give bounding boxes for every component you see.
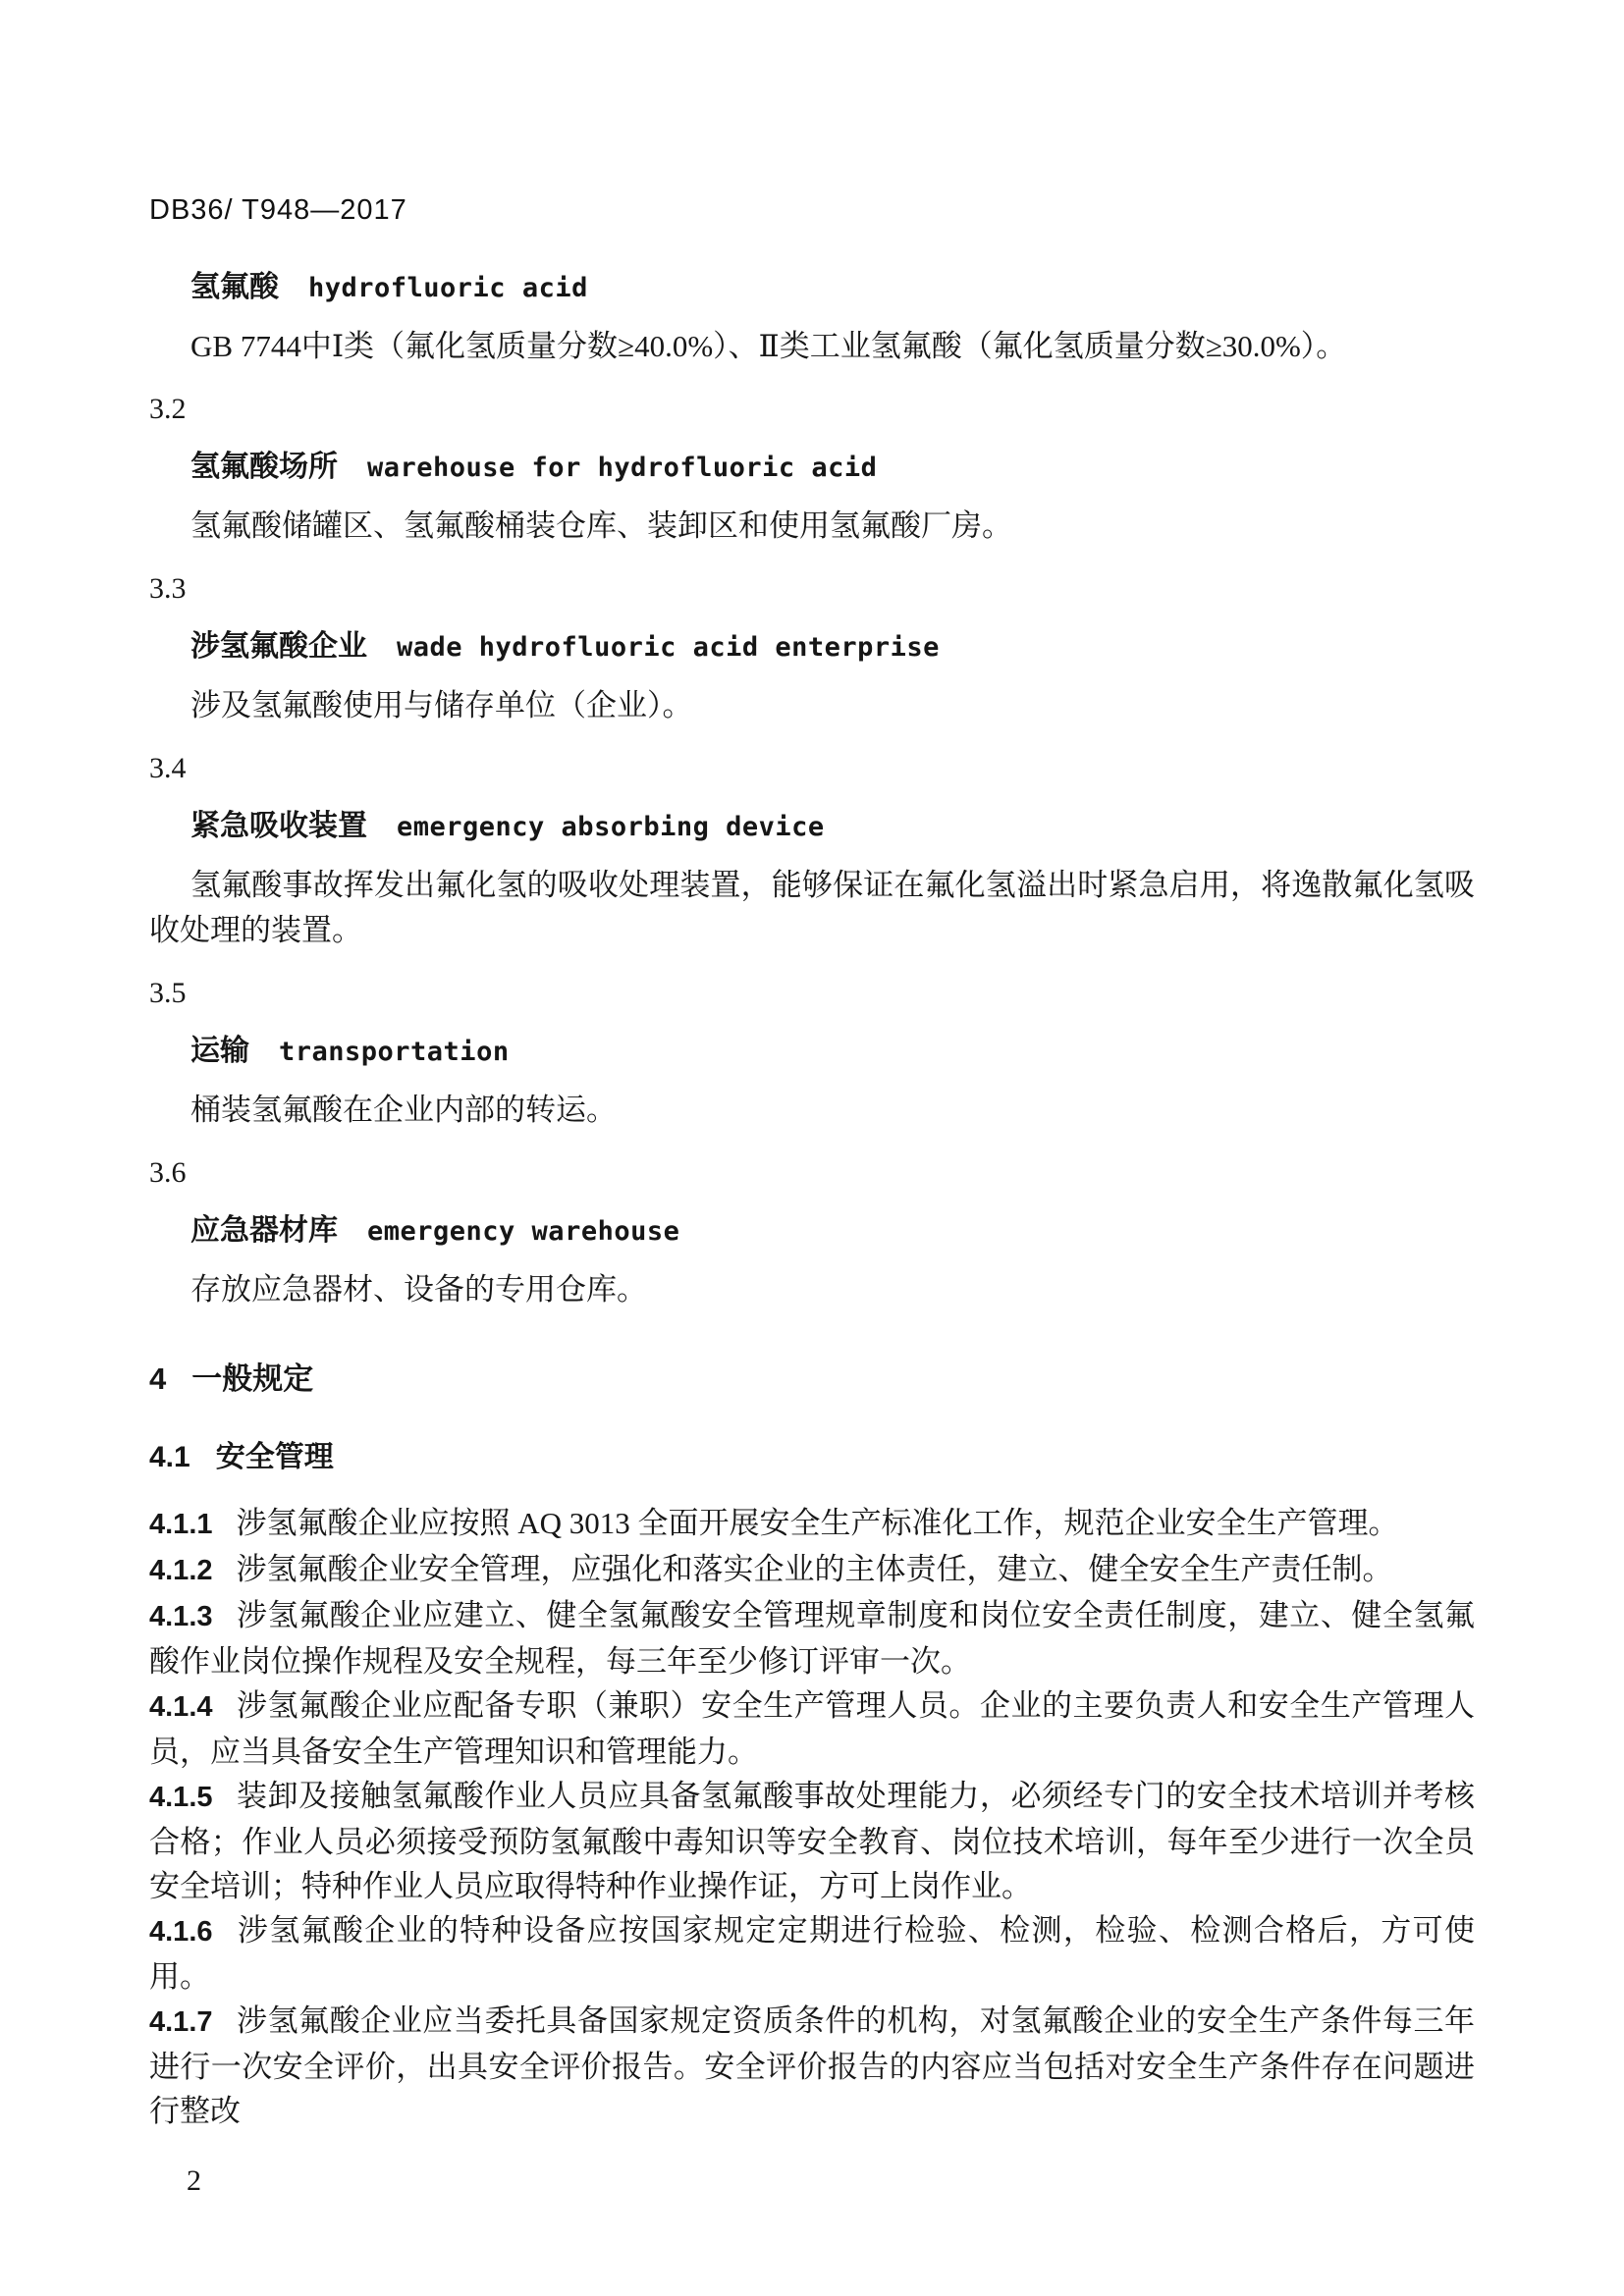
paragraph: 存放应急器材、设备的专用仓库。: [190, 1272, 647, 1307]
clause-text: 装卸及接触氢氟酸作业人员应具备氢氟酸事故处理能力，必须经专门的安全技术培训并考核合格；作业人员必须接受预防氢氟酸中毒知识等安全教育、岗位技术培训，每年至少进行一次全员安全培训；特种作业人员应取得特种作业操作证，方可上岗作业。: [149, 1779, 1475, 1903]
clause-number: 4.1.5: [149, 1782, 213, 1813]
section-number: 3.4: [149, 752, 187, 784]
clause: [149, 1501, 1475, 1547]
term-zh: 运输: [190, 1035, 249, 1067]
clause-text: 涉氢氟酸企业的特种设备应按国家规定定期进行检验、检测，检验、检测合格后，方可使用。: [149, 1913, 1475, 1994]
term-heading: [149, 805, 1475, 849]
paragraph: 氢氟酸事故挥发出氟化氢的吸收处理装置，能够保证在氟化氢溢出时紧急启用，将逸散氟化氢吸收处理的装置。: [149, 868, 1475, 947]
section-number: 3.2: [149, 393, 187, 425]
term-zh: 紧急吸收装置: [190, 810, 367, 842]
term-heading: [149, 1030, 1475, 1074]
clause-number: 4.1.6: [149, 1916, 213, 1948]
term-zh: 氢氟酸场所: [190, 451, 338, 483]
subsection-heading: [149, 1436, 1475, 1479]
clause-number: 4.1.7: [149, 2006, 213, 2038]
doc-code: DB36/ T948—2017: [149, 194, 407, 226]
subsection-title: 安全管理: [215, 1441, 334, 1473]
term-en: hydrofluoric acid: [308, 273, 588, 303]
chapter-number: 4: [149, 1362, 167, 1396]
section-number: 3.6: [149, 1156, 187, 1189]
term-heading: [149, 266, 1475, 310]
clause: [149, 1999, 1475, 2133]
term-heading: [149, 625, 1475, 669]
chapter-title: 一般规定: [191, 1362, 314, 1396]
paragraph: 氢氟酸储罐区、氢氟酸桶装仓库、装卸区和使用氢氟酸厂房。: [190, 508, 1012, 543]
subsection-number: 4.1: [149, 1441, 190, 1473]
clause-text: 涉氢氟酸企业安全管理，应强化和落实企业的主体责任，建立、健全安全生产责任制。: [236, 1552, 1393, 1586]
clause-text: 涉氢氟酸企业应配备专职（兼职）安全生产管理人员。企业的主要负责人和安全生产管理人员，应当具备安全生产管理知识和管理能力。: [149, 1688, 1475, 1769]
chapter-heading: [149, 1358, 1475, 1401]
clause-number: 4.1.2: [149, 1555, 213, 1586]
term-heading: [149, 1209, 1475, 1254]
paragraph: GB 7744中Ⅰ类（氟化氢质量分数≥40.0%）、Ⅱ类工业氢氟酸（氟化氢质量分数≥30.0%）。: [190, 329, 1347, 363]
page-number: 2: [187, 2164, 201, 2197]
clause-number: 4.1.1: [149, 1509, 213, 1540]
clause-number: 4.1.3: [149, 1601, 213, 1632]
clause: [149, 1547, 1475, 1593]
term-en: warehouse for hydrofluoric acid: [367, 453, 878, 483]
clause-text: 涉氢氟酸企业应当委托具备国家规定资质条件的机构，对氢氟酸企业的安全生产条件每三年进行一次安全评价，出具安全评价报告。安全评价报告的内容应当包括对安全生产条件存在问题进行整改: [149, 2003, 1475, 2128]
term-zh: 涉氢氟酸企业: [190, 630, 367, 663]
paragraph: 涉及氢氟酸使用与储存单位（企业）。: [190, 688, 693, 722]
clause: [149, 1683, 1475, 1774]
section-number: 3.5: [149, 977, 187, 1009]
clause: [149, 1774, 1475, 1908]
term-en: wade hydrofluoric acid enterprise: [397, 632, 940, 663]
clause: [149, 1593, 1475, 1683]
clause-text: 涉氢氟酸企业应按照 AQ 3013 全面开展安全生产标准化工作，规范企业安全生产管理。: [236, 1506, 1399, 1540]
term-zh: 应急器材库: [190, 1214, 338, 1247]
term-en: emergency warehouse: [367, 1216, 680, 1247]
paragraph: 桶装氢氟酸在企业内部的转运。: [190, 1093, 617, 1127]
clause: [149, 1908, 1475, 1999]
term-zh: 氢氟酸: [190, 271, 279, 303]
section-number: 3.3: [149, 572, 187, 605]
clause-text: 涉氢氟酸企业应建立、健全氢氟酸安全管理规章制度和岗位安全责任制度，建立、健全氢氟酸作业岗位操作规程及安全规程，每三年至少修订评审一次。: [149, 1598, 1475, 1679]
term-heading: [149, 446, 1475, 490]
term-en: emergency absorbing device: [397, 812, 825, 842]
term-en: transportation: [279, 1037, 510, 1067]
clause-number: 4.1.4: [149, 1691, 213, 1723]
